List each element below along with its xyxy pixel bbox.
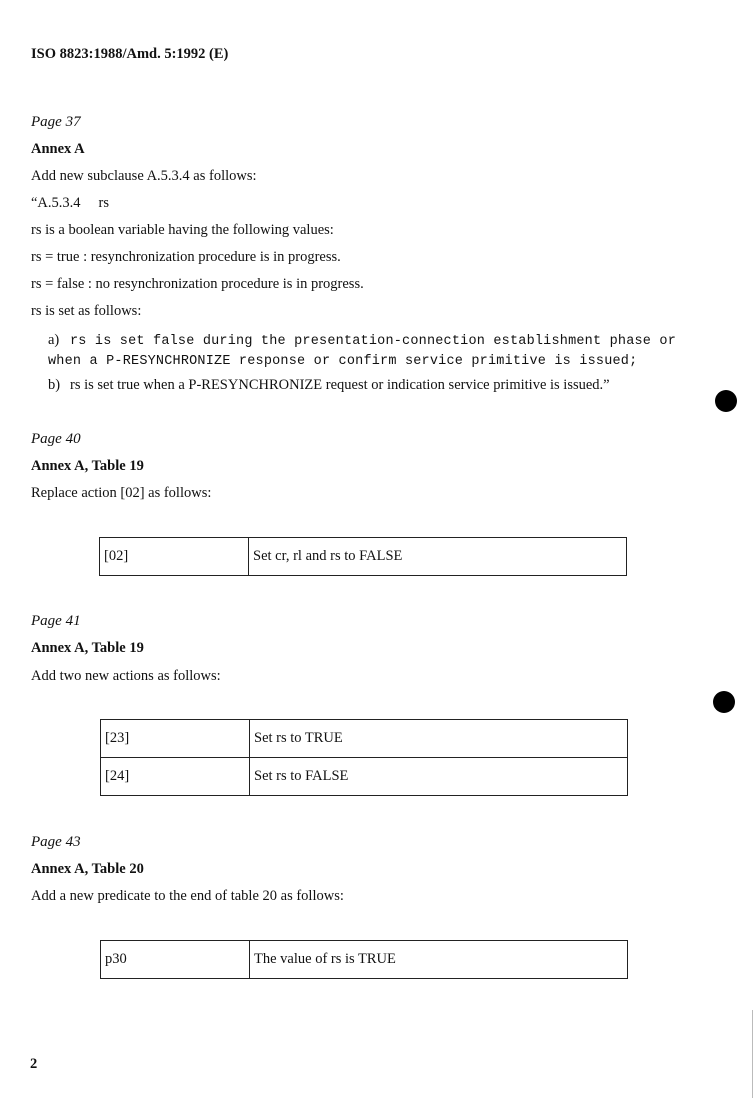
- subclause-title: rs: [98, 195, 110, 211]
- list-item-a: [48, 331, 708, 371]
- list-item-label: b): [48, 377, 61, 393]
- predicate-code: p30: [101, 941, 250, 979]
- predicate-description: The value of rs is TRUE: [250, 941, 628, 979]
- margin-dot: [713, 691, 735, 713]
- predicate-table: [100, 940, 628, 979]
- list-item-label: a): [48, 332, 60, 348]
- action-table-02: [99, 537, 627, 576]
- annex-table-heading: Annex A, Table 19: [31, 458, 144, 474]
- page-41-label: Page 41: [31, 613, 81, 629]
- annex-a-heading: Annex A: [31, 141, 85, 157]
- subclause-instruction: Add new subclause A.5.3.4 as follows:: [31, 168, 257, 184]
- definition-line: rs is a boolean variable having the following values:: [31, 222, 334, 238]
- action-code: [24]: [101, 758, 250, 796]
- add-actions-instruction: Add two new actions as follows:: [31, 668, 221, 684]
- list-item-b: [48, 376, 708, 394]
- subclause-heading: [31, 195, 109, 212]
- action-description: Set cr, rl and rs to FALSE: [249, 538, 627, 576]
- page-40-label: Page 40: [31, 431, 81, 447]
- page-43-label: Page 43: [31, 834, 81, 850]
- annex-table-heading: Annex A, Table 19: [31, 640, 144, 656]
- page-37-label: Page 37: [31, 114, 81, 130]
- set-as-follows-line: rs is set as follows:: [31, 303, 142, 319]
- action-code: [23]: [101, 720, 250, 758]
- document-header: ISO 8823:1988/Amd. 5:1992 (E): [31, 46, 229, 62]
- replace-instruction: Replace action [02] as follows:: [31, 485, 212, 501]
- action-code: [02]: [100, 538, 249, 576]
- scan-edge-line: [752, 1010, 753, 1098]
- action-description: Set rs to FALSE: [250, 758, 628, 796]
- margin-dot: [715, 390, 737, 412]
- table-row: [101, 720, 628, 758]
- subclause-number: “A.5.3.4: [31, 195, 81, 211]
- definition-true: rs = true : resynchronization procedure is in progress.: [31, 249, 341, 265]
- list-item-text: rs is set false during the presentation-connection establishment phase or when a P-RESYNCHRONIZE response or confirm service primitive is issued;: [48, 334, 676, 369]
- table-row: [101, 941, 628, 979]
- action-table-new: [100, 719, 628, 796]
- definition-false: rs = false : no resynchronization procedure is in progress.: [31, 276, 364, 292]
- table-row: [100, 538, 627, 576]
- page-number: 2: [30, 1056, 38, 1072]
- list-item-text: rs is set true when a P-RESYNCHRONIZE request or indication service primitive is issued.”: [70, 377, 610, 393]
- add-predicate-instruction: Add a new predicate to the end of table 20 as follows:: [31, 888, 344, 904]
- table-row: [101, 758, 628, 796]
- annex-table-heading: Annex A, Table 20: [31, 861, 144, 877]
- action-description: Set rs to TRUE: [250, 720, 628, 758]
